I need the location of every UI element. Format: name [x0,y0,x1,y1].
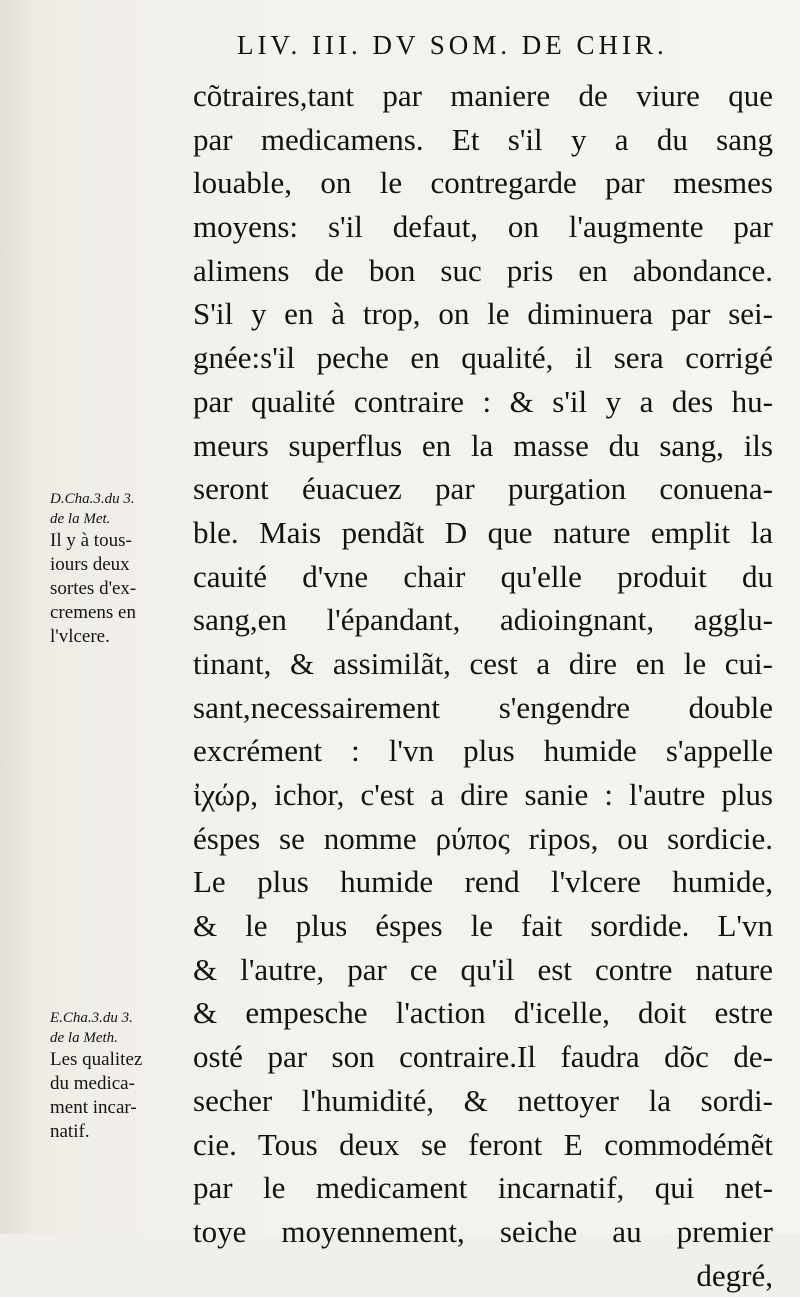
text-line: seront éuacuez par purgation conuena- [193,471,773,507]
margin-note-gloss-line: l'vlcere. [50,626,110,647]
text-line: ἰχώρ, ichor, c'est a dire sanie : l'autre plus [193,777,773,812]
text-line: S'il y en à trop, on le diminuera par sei- [193,296,773,332]
margin-note-gloss-line: Il y à tous- [50,530,132,551]
margin-note-gloss-line: du medica- [50,1073,135,1094]
text-line: alimens de bon suc pris en abondance. [193,252,773,288]
margin-note-gloss-line: ment incar- [50,1097,137,1118]
text-line: éspes se nomme ρύπος ripos, ou sordicie. [193,820,773,856]
text-line: cõtraires,tant par maniere de viure que [193,78,773,113]
text-line: meurs superflus en la masse du sang, ils [193,427,773,463]
text-line: osté par son contraire.Il faudra dõc de- [193,1039,773,1075]
running-header: LIV. III. DV SOM. DE CHIR. [237,30,668,60]
margin-note-gloss-line: Les qualitez [50,1049,143,1070]
margin-note-gloss-line: cremens en [50,602,136,623]
text-line: gnée:s'il peche en qualité, il sera corrigé [193,340,773,376]
margin-note-reference: de la Met. [50,511,111,527]
text-line: cie. Tous deux se feront E commodémẽt [193,1126,773,1162]
margin-note-gloss-line: natif. [50,1121,90,1142]
text-line: & empesche l'action d'icelle, doit estre [193,995,773,1031]
show-through-text [0,90,190,222]
text-line: par medicamens. Et s'il y a du sang [193,121,773,157]
margin-note-gloss-line: iours deux [50,554,130,575]
text-line: excrément : l'vn plus humide s'appelle [193,733,773,769]
margin-note-reference: de la Meth. [50,1030,118,1046]
text-line: tinant, & assimilãt, cest a dire en le cui- [193,645,773,681]
text-line: Le plus humide rend l'vlcere humide, [193,864,773,900]
text-line: secher l'humidité, & nettoyer la sordi- [193,1082,773,1118]
text-line: louable, on le contregarde par mesmes [193,165,773,201]
text-line: moyens: s'il defaut, on l'augmente par [193,209,773,245]
text-line: sang,en l'épandant, adioingnant, agglu- [193,602,773,638]
margin-note-reference: D.Cha.3.du 3. [50,491,135,507]
text-line: sant,necessairement s'engendre double [193,689,773,725]
text-line: ble. Mais pendãt D que nature emplit la [193,514,773,550]
margin-note-e [50,1008,190,1144]
main-text-block [193,74,773,1297]
margin-note-reference: E.Cha.3.du 3. [50,1010,133,1026]
text-line: par le medicament incarnatif, qui net- [193,1170,773,1206]
text-line: par qualité contraire : & s'il y a des hu- [193,383,773,419]
text-line: & le plus éspes le fait sordide. L'vn [193,908,773,944]
text-line: & l'autre, par ce qu'il est contre nature [193,951,773,987]
margin-note-d [50,489,190,649]
margin-note-gloss-line: sortes d'ex- [50,578,137,599]
text-line: cauité d'vne chair qu'elle produit du [193,558,773,594]
text-line: toye moyennement, seiche au premier [193,1213,773,1249]
catchword-line: degré, [696,1257,773,1293]
